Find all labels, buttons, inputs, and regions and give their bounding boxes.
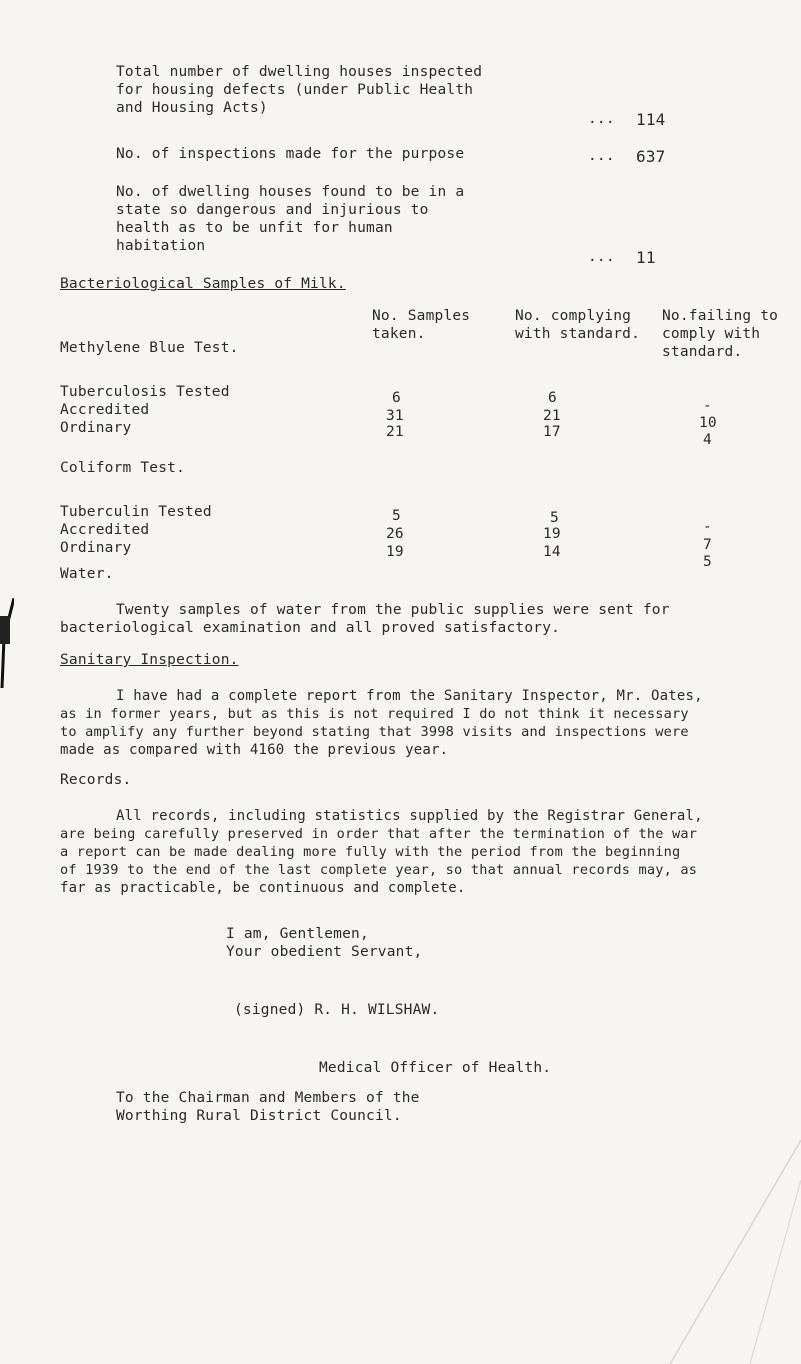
methylene-heading: Methylene Blue Test. xyxy=(60,340,239,356)
records-line-4: of 1939 to the end of the last complete year, so that annual records may, as xyxy=(60,862,698,878)
dwelling-line-3: and Housing Acts) xyxy=(116,100,268,116)
coliform-taken: 26 xyxy=(386,526,404,542)
coliform-taken: 19 xyxy=(386,544,404,560)
methylene-comply: 17 xyxy=(543,424,561,440)
closing-salutation: I am, Gentlemen, xyxy=(226,926,369,942)
methylene-fail: 10 xyxy=(699,415,717,431)
coliform-comply: 14 xyxy=(543,544,561,560)
coliform-fail: - xyxy=(703,519,712,535)
methylene-row-label: Tuberculosis Tested xyxy=(60,384,230,400)
records-line-5: far as practicable, be continuous and complete. xyxy=(60,880,466,896)
paper-fold-mark xyxy=(600,1120,801,1364)
inspections-line-1: No. of inspections made for the purpose xyxy=(116,146,465,162)
closing-signed: (signed) R. H. WILSHAW. xyxy=(234,1002,440,1018)
coliform-fail-extra: 5 xyxy=(703,554,712,570)
dwelling-dots: ... xyxy=(588,111,615,127)
records-line-3: a report can be made dealing more fully with the period from the beginning xyxy=(60,844,681,860)
col-fail-line-3: standard. xyxy=(662,344,743,360)
milk-heading: Bacteriological Samples of Milk. xyxy=(60,276,346,292)
methylene-comply: 21 xyxy=(543,408,561,424)
inspections-value: 637 xyxy=(636,147,666,166)
methylene-fail-extra: 4 xyxy=(703,432,712,448)
dwelling-line-1: Total number of dwelling houses inspected xyxy=(116,64,483,80)
col-comply-line-1: No. complying xyxy=(515,308,632,324)
dwelling-value: 114 xyxy=(636,110,666,129)
coliform-taken: 5 xyxy=(392,508,401,524)
methylene-comply: 6 xyxy=(548,390,557,406)
water-heading: Water. xyxy=(60,566,114,582)
coliform-heading: Coliform Test. xyxy=(60,460,186,476)
methylene-row-label: Ordinary xyxy=(60,420,132,436)
coliform-row-label: Tuberculin Tested xyxy=(60,504,212,520)
inspections-dots: ... xyxy=(588,148,615,164)
col-fail-line-2: comply with xyxy=(662,326,761,342)
coliform-row-label: Accredited xyxy=(60,522,150,538)
sanitary-line-2: as in former years, but as this is not required I do not think it necessary xyxy=(60,706,689,722)
col-samples-line-1: No. Samples xyxy=(372,308,471,324)
unfit-line-2: state so dangerous and injurious to xyxy=(116,202,429,218)
sanitary-line-3: to amplify any further beyond stating that 3998 visits and inspections were xyxy=(60,724,689,740)
punch-hole-mark xyxy=(0,598,14,688)
coliform-comply: 5 xyxy=(550,510,559,526)
closing-servant: Your obedient Servant, xyxy=(226,944,423,960)
closing-addressee-line-1: To the Chairman and Members of the xyxy=(116,1090,420,1106)
closing-title: Medical Officer of Health. xyxy=(319,1060,552,1076)
unfit-line-3: health as to be unfit for human xyxy=(116,220,393,236)
col-comply-line-2: with standard. xyxy=(515,326,641,342)
methylene-taken: 6 xyxy=(392,390,401,406)
closing-addressee-line-2: Worthing Rural District Council. xyxy=(116,1108,402,1124)
unfit-dots: ... xyxy=(588,249,615,265)
records-line-1: All records, including statistics supplied by the Registrar General, xyxy=(116,808,703,824)
sanitary-heading: Sanitary Inspection. xyxy=(60,652,239,668)
methylene-row-label: Accredited xyxy=(60,402,150,418)
unfit-line-1: No. of dwelling houses found to be in a xyxy=(116,184,465,200)
sanitary-line-1: I have had a complete report from the Sanitary Inspector, Mr. Oates, xyxy=(116,688,703,704)
sanitary-line-4: made as compared with 4160 the previous year. xyxy=(60,742,449,758)
methylene-taken: 21 xyxy=(386,424,404,440)
methylene-fail: - xyxy=(703,398,712,414)
col-fail-line-1: No.failing to xyxy=(662,308,779,324)
water-line-2: bacteriological examination and all proved satisfactory. xyxy=(60,620,561,636)
records-heading: Records. xyxy=(60,772,132,788)
records-line-2: are being carefully preserved in order that after the termination of the war xyxy=(60,826,698,842)
coliform-row-label: Ordinary xyxy=(60,540,132,556)
unfit-line-4: habitation xyxy=(116,238,206,254)
methylene-taken: 31 xyxy=(386,408,404,424)
unfit-value: 11 xyxy=(636,248,656,267)
water-line-1: Twenty samples of water from the public supplies were sent for xyxy=(116,602,670,618)
col-samples-line-2: taken. xyxy=(372,326,426,342)
coliform-comply: 19 xyxy=(543,526,561,542)
dwelling-line-2: for housing defects (under Public Health xyxy=(116,82,474,98)
coliform-fail: 7 xyxy=(703,537,712,553)
